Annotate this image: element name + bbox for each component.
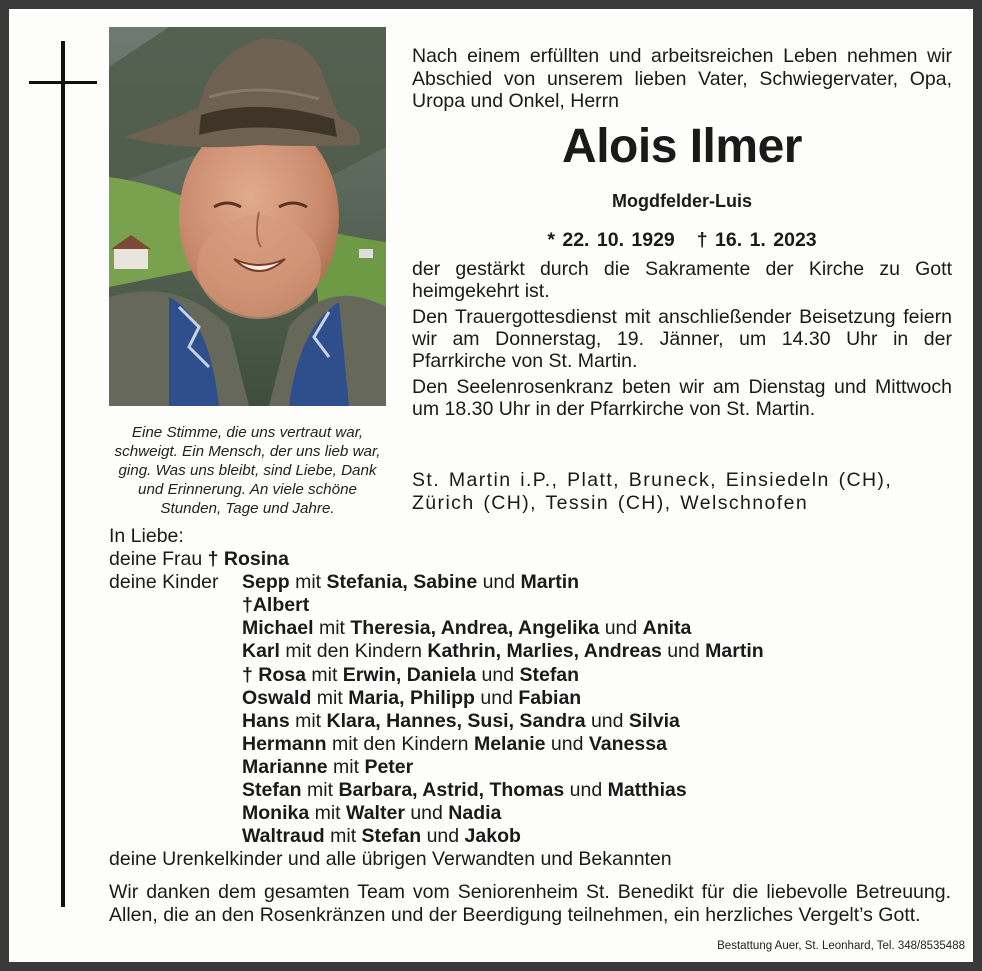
mourner-name: Melanie [473, 732, 546, 755]
paragraph-sacraments: der gestärkt durch die Sakramente der Kirche zu Gott heimgekehrt ist. [412, 258, 952, 302]
mourner-row-child [109, 594, 959, 617]
mourner-name: Erwin, Daniela [342, 663, 477, 686]
intro-text: Nach einem erfüllten und arbeitsreichen Leben nehmen wir Abschied von unserem lieben Vater, Schwiegervater, Opa, Uropa und Onkel, Herrn [412, 45, 952, 112]
mourner-name: Martin [520, 571, 580, 594]
connector-text: mit den Kindern [326, 732, 474, 755]
connector-text: mit [324, 825, 362, 848]
mourner-name: Maria, Philipp [348, 686, 475, 709]
mourner-row-others: deine Urenkelkinder und alle übrigen Verwandten und Bekannten [109, 848, 672, 871]
mourner-name: Michael [242, 617, 314, 640]
mourner-name: Fabian [518, 686, 582, 709]
mourner-name: Klara, Hannes, Susi, Sandra [326, 709, 586, 732]
connector-text: mit [327, 755, 365, 778]
mourner-row-child [109, 640, 959, 663]
connector-text: mit [311, 686, 349, 709]
children-rows [109, 571, 959, 848]
mourner-name: Kathrin, Marlies, Andreas [427, 640, 662, 663]
mourner-name: Vanessa [588, 732, 667, 755]
mourner-name: Stefan [361, 825, 422, 848]
life-dates [412, 229, 952, 252]
mourner-row-child [109, 733, 959, 756]
places-list: St. Martin i.P., Platt, Bruneck, Einsiedeln (CH), Zürich (CH), Tessin (CH), Welschnofen [412, 469, 893, 514]
mourner-name: Anita [642, 617, 692, 640]
mourner-name: Theresia, Andrea, Angelika [350, 617, 600, 640]
memorial-quote: Eine Stimme, die uns vertraut war, schweigt. Ein Mensch, der uns lieb war, ging. Was uns bleibt, sind Liebe, Dank und Erinnerung. An viele schöne Stunden, Tage und Jahre. [114, 424, 381, 517]
birth-date: * 22. 10. 1929 [547, 229, 675, 251]
mourner-row-child [109, 779, 959, 802]
mourner-row-child [109, 571, 959, 594]
mourner-name: Barbara, Astrid, Thomas [338, 779, 565, 802]
connector-text: mit [289, 571, 327, 594]
connector-text: mit [289, 709, 327, 732]
nickname: Mogdfelder-Luis [612, 191, 752, 211]
mourner-row-child [109, 687, 959, 710]
portrait-photo [109, 27, 386, 406]
funeral-home-credit: Bestattung Auer, St. Leonhard, Tel. 348/8535488 [717, 940, 965, 952]
cross-icon [61, 41, 65, 907]
mourner-name: Matthias [607, 779, 687, 802]
connector-text: mit [305, 663, 343, 686]
cross-icon-bar [29, 81, 97, 84]
mourner-name: Oswald [242, 686, 312, 709]
mourner-name: Stefania, Sabine [326, 571, 478, 594]
mourner-name: Stefan [519, 663, 580, 686]
mourner-name: Hermann [242, 732, 327, 755]
mourner-name: Nadia [448, 802, 502, 825]
connector-text: und [661, 640, 706, 663]
mourner-row-child [109, 664, 959, 687]
wife-label: deine Frau [109, 548, 203, 571]
mourner-name: Karl [242, 640, 280, 663]
mourner-name: Stefan [242, 779, 302, 802]
mourners-list [109, 525, 959, 871]
connector-text: mit den Kindern [279, 640, 428, 663]
mourner-name: Waltraud [242, 825, 325, 848]
connector-text: mit [313, 617, 351, 640]
mourner-name: Martin [705, 640, 764, 663]
obituary-notice [9, 9, 973, 962]
mourner-name: Monika [242, 802, 310, 825]
mourner-row-child [109, 617, 959, 640]
mourner-name: Marianne [242, 755, 328, 778]
paragraph-rosary: Den Seelenrosenkranz beten wir am Dienstag und Mittwoch um 18.30 Uhr in der Pfarrkirche von St. Martin. [412, 376, 952, 420]
connector-text: und [476, 663, 520, 686]
connector-text: und [545, 732, 589, 755]
mourner-row-child [109, 825, 959, 848]
connector-text: mit [309, 802, 347, 825]
mourner-row-child [109, 802, 959, 825]
mourner-name: † Rosa [242, 663, 306, 686]
mourner-row-child [109, 710, 959, 733]
mourner-row-child [109, 756, 959, 779]
paragraph-funeral: Den Trauergottesdienst mit anschließender Beisetzung feiern wir am Donnerstag, 19. Jänner, um 14.30 Uhr in der Pfarrkirche von St. Martin. [412, 306, 952, 372]
mourner-name: Walter [346, 802, 405, 825]
thanks-text: Wir danken dem gesamten Team vom Seniorenheim St. Benedikt für die liebevolle Betreuung. Allen, die an den Rosenkränzen und der Beerdigung teilnehmen, ein herzliches Vergelt’s Gott. [109, 881, 951, 926]
connector-text: und [404, 802, 449, 825]
children-label: deine Kinder [109, 571, 219, 594]
connector-text: und [477, 571, 521, 594]
connector-text: und [474, 686, 519, 709]
death-date: † 16. 1. 2023 [696, 229, 817, 251]
connector-text: und [421, 825, 465, 848]
connector-text: mit [301, 779, 339, 802]
mourners-heading: In Liebe: [109, 525, 184, 547]
connector-text: und [564, 779, 608, 802]
mourner-name: Jakob [464, 825, 521, 848]
mourner-name: Peter [364, 755, 414, 778]
deceased-name: Alois Ilmer [562, 120, 802, 173]
mourner-name: Hans [242, 709, 290, 732]
mourner-name: †Albert [242, 594, 310, 617]
mourner-row-wife [109, 548, 959, 571]
wife-name: † Rosina [207, 548, 289, 571]
mourner-name: Sepp [242, 571, 290, 594]
connector-text: und [599, 617, 643, 640]
mourner-name: Silvia [628, 709, 680, 732]
connector-text: und [585, 709, 629, 732]
